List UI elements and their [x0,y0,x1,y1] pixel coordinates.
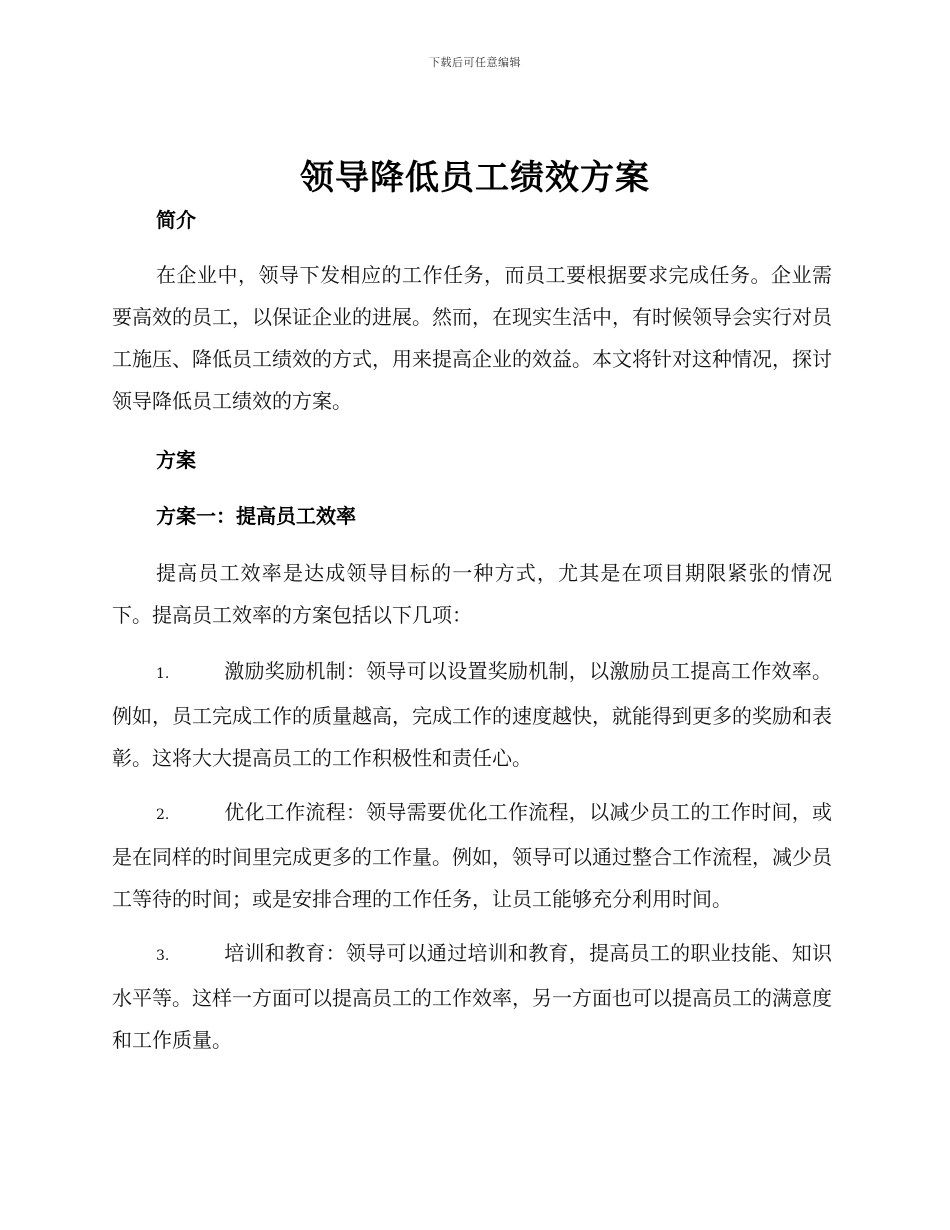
header-note: 下载后可任意编辑 [429,56,521,69]
document-title: 领导降低员工绩效方案 [300,158,650,198]
list-item [112,932,832,1061]
list-item-number: 2. [156,807,170,823]
plan1-paragraph: 提高员工效率是达成领导目标的一种方式，尤其是在项目期限紧张的情况下。提高员工效率的方案包括以下几项： [112,561,832,627]
intro-heading: 简介 [156,208,196,232]
list-item-number: 3. [156,948,170,964]
plan1-heading: 方案一：提高员工效率 [156,504,356,528]
intro-paragraph: 在企业中，领导下发相应的工作任务，而员工要根据要求完成任务。企业需要高效的员工，以保证企业的进展。然而，在现实生活中，有时候领导会实行对员工施压、降低员工绩效的方式，用来提高企业的效益。本文将针对这种情况，探讨领导降低员工绩效的方案。 [112,263,832,413]
list-item-text: 激励奖励机制：领导可以设置奖励机制，以激励员工提高工作效率。例如，员工完成工作的质量越高，完成工作的速度越快，就能得到更多的奖励和表彰。这将大大提高员工的工作积极性和责任心。 [112,659,832,770]
plan1-list [112,650,832,1061]
list-item [112,650,832,779]
document-body [112,200,832,1061]
list-item-text: 优化工作流程：领导需要优化工作流程，以减少员工的工作时间，或是在同样的时间里完成更多的工作量。例如，领导可以通过整合工作流程，减少员工等待的时间；或是安排合理的工作任务，让员工能够充分利用时间。 [112,800,832,911]
plan-heading: 方案 [156,448,196,472]
list-item-number: 1. [156,666,170,682]
list-item-text: 培训和教育：领导可以通过培训和教育，提高员工的职业技能、知识水平等。这样一方面可以提高员工的工作效率，另一方面也可以提高员工的满意度和工作质量。 [112,941,832,1052]
list-item [112,791,832,920]
